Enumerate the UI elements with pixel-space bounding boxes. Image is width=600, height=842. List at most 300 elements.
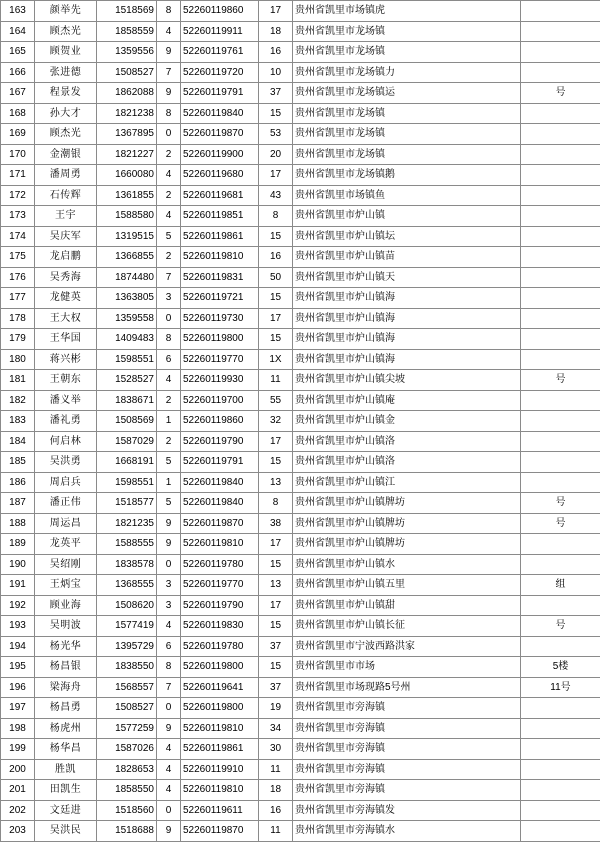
cell-number[interactable]: 1363805 xyxy=(97,288,157,309)
cell-address[interactable]: 贵州省凯里市场镇鱼 xyxy=(293,185,521,206)
table-row[interactable] xyxy=(1,390,600,411)
cell-seq[interactable]: 8 xyxy=(259,493,293,514)
table-row[interactable] xyxy=(1,1,600,22)
cell-number[interactable]: 1518688 xyxy=(97,821,157,842)
cell-seq[interactable]: 15 xyxy=(259,657,293,678)
cell-name[interactable]: 龙健英 xyxy=(35,288,97,309)
cell-seq[interactable]: 17 xyxy=(259,1,293,22)
cell-id-code[interactable]: 52260119861 xyxy=(181,226,259,247)
table-row[interactable] xyxy=(1,144,600,165)
cell-index[interactable]: 171 xyxy=(1,165,35,186)
cell-note[interactable] xyxy=(521,21,600,42)
cell-note[interactable] xyxy=(521,698,600,719)
cell-number[interactable]: 1838550 xyxy=(97,657,157,678)
cell-name[interactable]: 梁海舟 xyxy=(35,677,97,698)
cell-number[interactable]: 1862088 xyxy=(97,83,157,104)
cell-name[interactable]: 吴秀海 xyxy=(35,267,97,288)
table-row[interactable] xyxy=(1,185,600,206)
cell-quantity[interactable]: 0 xyxy=(157,698,181,719)
table-row[interactable] xyxy=(1,595,600,616)
cell-index[interactable]: 179 xyxy=(1,329,35,350)
cell-index[interactable]: 163 xyxy=(1,1,35,22)
cell-name[interactable]: 程景发 xyxy=(35,83,97,104)
cell-address[interactable]: 贵州省凯里市旁海镇 xyxy=(293,739,521,760)
cell-address[interactable]: 贵州省凯里市炉山镇五里 xyxy=(293,575,521,596)
cell-note[interactable] xyxy=(521,144,600,165)
cell-quantity[interactable]: 7 xyxy=(157,267,181,288)
cell-number[interactable]: 1858559 xyxy=(97,21,157,42)
cell-seq[interactable]: 1X xyxy=(259,349,293,370)
table-row[interactable] xyxy=(1,103,600,124)
cell-seq[interactable]: 37 xyxy=(259,677,293,698)
cell-note[interactable] xyxy=(521,718,600,739)
cell-address[interactable]: 贵州省凯里市龙场镇力 xyxy=(293,62,521,83)
cell-name[interactable]: 顾贺业 xyxy=(35,42,97,63)
cell-note[interactable]: 组 xyxy=(521,575,600,596)
cell-quantity[interactable]: 9 xyxy=(157,42,181,63)
table-row[interactable] xyxy=(1,800,600,821)
cell-id-code[interactable]: 52260119790 xyxy=(181,595,259,616)
table-row[interactable] xyxy=(1,288,600,309)
cell-note[interactable] xyxy=(521,267,600,288)
cell-note[interactable]: 号 xyxy=(521,370,600,391)
cell-address[interactable]: 贵州省凯里市旁海镇 xyxy=(293,698,521,719)
cell-quantity[interactable]: 5 xyxy=(157,226,181,247)
cell-id-code[interactable]: 52260119870 xyxy=(181,513,259,534)
cell-number[interactable]: 1366855 xyxy=(97,247,157,268)
cell-seq[interactable]: 15 xyxy=(259,329,293,350)
cell-note[interactable] xyxy=(521,247,600,268)
cell-id-code[interactable]: 52260119930 xyxy=(181,370,259,391)
cell-seq[interactable]: 18 xyxy=(259,780,293,801)
cell-number[interactable]: 1821235 xyxy=(97,513,157,534)
cell-number[interactable]: 1821238 xyxy=(97,103,157,124)
cell-seq[interactable]: 17 xyxy=(259,595,293,616)
cell-note[interactable]: 号 xyxy=(521,83,600,104)
cell-name[interactable]: 王大权 xyxy=(35,308,97,329)
cell-address[interactable]: 贵州省凯里市场现路5号州 xyxy=(293,677,521,698)
cell-note[interactable] xyxy=(521,308,600,329)
cell-seq[interactable]: 19 xyxy=(259,698,293,719)
cell-name[interactable]: 顾杰光 xyxy=(35,21,97,42)
cell-seq[interactable]: 37 xyxy=(259,83,293,104)
cell-index[interactable]: 190 xyxy=(1,554,35,575)
cell-number[interactable]: 1838671 xyxy=(97,390,157,411)
cell-address[interactable]: 贵州省凯里市炉山镇海 xyxy=(293,329,521,350)
cell-address[interactable]: 贵州省凯里市炉山镇庵 xyxy=(293,390,521,411)
cell-name[interactable]: 张进德 xyxy=(35,62,97,83)
cell-quantity[interactable]: 2 xyxy=(157,431,181,452)
cell-quantity[interactable]: 0 xyxy=(157,124,181,145)
table-row[interactable] xyxy=(1,411,600,432)
cell-address[interactable]: 贵州省凯里市炉山镇海 xyxy=(293,288,521,309)
cell-seq[interactable]: 16 xyxy=(259,42,293,63)
cell-number[interactable]: 1528527 xyxy=(97,370,157,391)
cell-index[interactable]: 200 xyxy=(1,759,35,780)
cell-index[interactable]: 178 xyxy=(1,308,35,329)
cell-index[interactable]: 166 xyxy=(1,62,35,83)
cell-id-code[interactable]: 52260119721 xyxy=(181,288,259,309)
cell-index[interactable]: 164 xyxy=(1,21,35,42)
cell-quantity[interactable]: 9 xyxy=(157,821,181,842)
cell-index[interactable]: 176 xyxy=(1,267,35,288)
cell-name[interactable]: 周运昌 xyxy=(35,513,97,534)
cell-seq[interactable]: 15 xyxy=(259,616,293,637)
cell-number[interactable]: 1518569 xyxy=(97,1,157,22)
cell-quantity[interactable]: 0 xyxy=(157,308,181,329)
cell-id-code[interactable]: 52260119831 xyxy=(181,267,259,288)
cell-name[interactable]: 潘正伟 xyxy=(35,493,97,514)
table-row[interactable] xyxy=(1,657,600,678)
cell-index[interactable]: 203 xyxy=(1,821,35,842)
cell-quantity[interactable]: 4 xyxy=(157,165,181,186)
cell-seq[interactable]: 55 xyxy=(259,390,293,411)
cell-address[interactable]: 贵州省凯里市炉山镇海 xyxy=(293,349,521,370)
cell-address[interactable]: 贵州省凯里市炉山镇苗 xyxy=(293,247,521,268)
cell-id-code[interactable]: 52260119720 xyxy=(181,62,259,83)
cell-quantity[interactable]: 9 xyxy=(157,718,181,739)
cell-id-code[interactable]: 52260119910 xyxy=(181,759,259,780)
cell-id-code[interactable]: 52260119860 xyxy=(181,411,259,432)
cell-quantity[interactable]: 4 xyxy=(157,206,181,227)
cell-id-code[interactable]: 52260119780 xyxy=(181,554,259,575)
cell-number[interactable]: 1598551 xyxy=(97,472,157,493)
cell-address[interactable]: 贵州省凯里市炉山镇牌坊 xyxy=(293,493,521,514)
cell-quantity[interactable]: 8 xyxy=(157,1,181,22)
cell-address[interactable]: 贵州省凯里市龙场镇 xyxy=(293,124,521,145)
cell-note[interactable] xyxy=(521,185,600,206)
cell-index[interactable]: 172 xyxy=(1,185,35,206)
table-row[interactable] xyxy=(1,267,600,288)
cell-id-code[interactable]: 52260119800 xyxy=(181,329,259,350)
cell-note[interactable] xyxy=(521,431,600,452)
table-row[interactable] xyxy=(1,21,600,42)
cell-id-code[interactable]: 52260119791 xyxy=(181,452,259,473)
cell-number[interactable]: 1874480 xyxy=(97,267,157,288)
cell-index[interactable]: 182 xyxy=(1,390,35,411)
cell-number[interactable]: 1518577 xyxy=(97,493,157,514)
cell-index[interactable]: 193 xyxy=(1,616,35,637)
cell-seq[interactable]: 32 xyxy=(259,411,293,432)
cell-name[interactable]: 胜凯 xyxy=(35,759,97,780)
cell-index[interactable]: 175 xyxy=(1,247,35,268)
cell-quantity[interactable]: 7 xyxy=(157,677,181,698)
table-row[interactable] xyxy=(1,636,600,657)
cell-seq[interactable]: 15 xyxy=(259,103,293,124)
cell-quantity[interactable]: 2 xyxy=(157,247,181,268)
cell-note[interactable] xyxy=(521,534,600,555)
cell-quantity[interactable]: 8 xyxy=(157,657,181,678)
cell-note[interactable] xyxy=(521,595,600,616)
cell-quantity[interactable]: 6 xyxy=(157,349,181,370)
cell-seq[interactable]: 15 xyxy=(259,288,293,309)
cell-seq[interactable]: 20 xyxy=(259,144,293,165)
cell-seq[interactable]: 38 xyxy=(259,513,293,534)
cell-index[interactable]: 199 xyxy=(1,739,35,760)
cell-quantity[interactable]: 3 xyxy=(157,595,181,616)
table-row[interactable] xyxy=(1,759,600,780)
cell-quantity[interactable]: 3 xyxy=(157,575,181,596)
cell-id-code[interactable]: 52260119810 xyxy=(181,718,259,739)
cell-address[interactable]: 贵州省凯里市炉山镇牌坊 xyxy=(293,513,521,534)
cell-name[interactable]: 杨昌勇 xyxy=(35,698,97,719)
cell-quantity[interactable]: 4 xyxy=(157,739,181,760)
cell-index[interactable]: 192 xyxy=(1,595,35,616)
cell-quantity[interactable]: 2 xyxy=(157,185,181,206)
cell-seq[interactable]: 17 xyxy=(259,308,293,329)
cell-address[interactable]: 贵州省凯里市炉山镇甜 xyxy=(293,595,521,616)
cell-seq[interactable]: 11 xyxy=(259,821,293,842)
cell-id-code[interactable]: 52260119870 xyxy=(181,821,259,842)
cell-seq[interactable]: 43 xyxy=(259,185,293,206)
cell-number[interactable]: 1368555 xyxy=(97,575,157,596)
cell-note[interactable] xyxy=(521,288,600,309)
table-row[interactable] xyxy=(1,616,600,637)
cell-index[interactable]: 177 xyxy=(1,288,35,309)
cell-number[interactable]: 1588555 xyxy=(97,534,157,555)
cell-address[interactable]: 贵州省凯里市宁波西路洪家 xyxy=(293,636,521,657)
cell-number[interactable]: 1587029 xyxy=(97,431,157,452)
cell-quantity[interactable]: 2 xyxy=(157,390,181,411)
cell-number[interactable]: 1508620 xyxy=(97,595,157,616)
cell-id-code[interactable]: 52260119770 xyxy=(181,349,259,370)
cell-note[interactable] xyxy=(521,206,600,227)
cell-name[interactable]: 杨虎州 xyxy=(35,718,97,739)
table-row[interactable] xyxy=(1,780,600,801)
cell-note[interactable] xyxy=(521,636,600,657)
cell-number[interactable]: 1518560 xyxy=(97,800,157,821)
cell-quantity[interactable]: 4 xyxy=(157,370,181,391)
cell-number[interactable]: 1319515 xyxy=(97,226,157,247)
cell-index[interactable]: 195 xyxy=(1,657,35,678)
cell-number[interactable]: 1577259 xyxy=(97,718,157,739)
cell-seq[interactable]: 11 xyxy=(259,759,293,780)
cell-note[interactable]: 号 xyxy=(521,493,600,514)
cell-number[interactable]: 1367895 xyxy=(97,124,157,145)
cell-name[interactable]: 龙启鹏 xyxy=(35,247,97,268)
table-row[interactable] xyxy=(1,206,600,227)
cell-number[interactable]: 1359558 xyxy=(97,308,157,329)
cell-note[interactable] xyxy=(521,349,600,370)
cell-address[interactable]: 贵州省凯里市炉山镇洛 xyxy=(293,452,521,473)
cell-id-code[interactable]: 52260119791 xyxy=(181,83,259,104)
cell-quantity[interactable]: 2 xyxy=(157,144,181,165)
cell-index[interactable]: 197 xyxy=(1,698,35,719)
cell-note[interactable] xyxy=(521,739,600,760)
cell-index[interactable]: 167 xyxy=(1,83,35,104)
cell-id-code[interactable]: 52260119860 xyxy=(181,1,259,22)
table-row[interactable] xyxy=(1,247,600,268)
cell-note[interactable] xyxy=(521,124,600,145)
cell-name[interactable]: 蒋兴彬 xyxy=(35,349,97,370)
cell-id-code[interactable]: 52260119851 xyxy=(181,206,259,227)
cell-note[interactable] xyxy=(521,821,600,842)
cell-id-code[interactable]: 52260119680 xyxy=(181,165,259,186)
cell-index[interactable]: 196 xyxy=(1,677,35,698)
cell-id-code[interactable]: 52260119761 xyxy=(181,42,259,63)
cell-id-code[interactable]: 52260119870 xyxy=(181,124,259,145)
cell-quantity[interactable]: 3 xyxy=(157,288,181,309)
cell-seq[interactable]: 17 xyxy=(259,165,293,186)
cell-note[interactable] xyxy=(521,226,600,247)
cell-index[interactable]: 186 xyxy=(1,472,35,493)
table-row[interactable] xyxy=(1,83,600,104)
table-row[interactable] xyxy=(1,165,600,186)
cell-name[interactable]: 吴绍刚 xyxy=(35,554,97,575)
cell-id-code[interactable]: 52260119810 xyxy=(181,534,259,555)
cell-id-code[interactable]: 52260119900 xyxy=(181,144,259,165)
table-row[interactable] xyxy=(1,677,600,698)
cell-seq[interactable]: 50 xyxy=(259,267,293,288)
table-row[interactable] xyxy=(1,370,600,391)
cell-quantity[interactable]: 4 xyxy=(157,616,181,637)
cell-name[interactable]: 文廷进 xyxy=(35,800,97,821)
cell-number[interactable]: 1577419 xyxy=(97,616,157,637)
cell-address[interactable]: 贵州省凯里市炉山镇金 xyxy=(293,411,521,432)
cell-address[interactable]: 贵州省凯里市旁海镇 xyxy=(293,780,521,801)
cell-address[interactable]: 贵州省凯里市龙场镇 xyxy=(293,144,521,165)
cell-id-code[interactable]: 52260119810 xyxy=(181,247,259,268)
table-row[interactable] xyxy=(1,124,600,145)
cell-note[interactable] xyxy=(521,165,600,186)
cell-number[interactable]: 1838578 xyxy=(97,554,157,575)
cell-address[interactable]: 贵州省凯里市炉山镇水 xyxy=(293,554,521,575)
cell-address[interactable]: 贵州省凯里市龙场镇 xyxy=(293,103,521,124)
cell-quantity[interactable]: 9 xyxy=(157,513,181,534)
table-row[interactable] xyxy=(1,739,600,760)
cell-name[interactable]: 杨昌银 xyxy=(35,657,97,678)
cell-address[interactable]: 贵州省凯里市炉山镇江 xyxy=(293,472,521,493)
cell-index[interactable]: 187 xyxy=(1,493,35,514)
cell-name[interactable]: 周启兵 xyxy=(35,472,97,493)
cell-note[interactable]: 5楼 xyxy=(521,657,600,678)
cell-name[interactable]: 潘周勇 xyxy=(35,165,97,186)
cell-id-code[interactable]: 52260119840 xyxy=(181,472,259,493)
cell-name[interactable]: 顾杰光 xyxy=(35,124,97,145)
cell-seq[interactable]: 17 xyxy=(259,431,293,452)
cell-index[interactable]: 180 xyxy=(1,349,35,370)
cell-id-code[interactable]: 52260119800 xyxy=(181,657,259,678)
cell-note[interactable] xyxy=(521,800,600,821)
cell-seq[interactable]: 53 xyxy=(259,124,293,145)
cell-number[interactable]: 1828653 xyxy=(97,759,157,780)
cell-quantity[interactable]: 4 xyxy=(157,759,181,780)
cell-note[interactable]: 号 xyxy=(521,616,600,637)
cell-note[interactable] xyxy=(521,390,600,411)
cell-index[interactable]: 184 xyxy=(1,431,35,452)
cell-note[interactable]: 号 xyxy=(521,513,600,534)
cell-address[interactable]: 贵州省凯里市旁海镇 xyxy=(293,759,521,780)
cell-id-code[interactable]: 52260119730 xyxy=(181,308,259,329)
cell-id-code[interactable]: 52260119911 xyxy=(181,21,259,42)
cell-seq[interactable]: 13 xyxy=(259,472,293,493)
cell-address[interactable]: 贵州省凯里市龙场镇运 xyxy=(293,83,521,104)
cell-quantity[interactable]: 7 xyxy=(157,62,181,83)
cell-name[interactable]: 吴洪民 xyxy=(35,821,97,842)
cell-address[interactable]: 贵州省凯里市炉山镇洛 xyxy=(293,431,521,452)
cell-index[interactable]: 188 xyxy=(1,513,35,534)
cell-seq[interactable]: 15 xyxy=(259,226,293,247)
cell-number[interactable]: 1668191 xyxy=(97,452,157,473)
cell-number[interactable]: 1409483 xyxy=(97,329,157,350)
cell-quantity[interactable]: 1 xyxy=(157,411,181,432)
cell-index[interactable]: 165 xyxy=(1,42,35,63)
cell-id-code[interactable]: 52260119861 xyxy=(181,739,259,760)
cell-name[interactable]: 何启林 xyxy=(35,431,97,452)
cell-quantity[interactable]: 9 xyxy=(157,534,181,555)
cell-quantity[interactable]: 8 xyxy=(157,329,181,350)
cell-quantity[interactable]: 4 xyxy=(157,21,181,42)
cell-name[interactable]: 金潮银 xyxy=(35,144,97,165)
cell-name[interactable]: 吴明波 xyxy=(35,616,97,637)
cell-name[interactable]: 杨光华 xyxy=(35,636,97,657)
cell-seq[interactable]: 10 xyxy=(259,62,293,83)
cell-seq[interactable]: 17 xyxy=(259,534,293,555)
cell-index[interactable]: 169 xyxy=(1,124,35,145)
cell-index[interactable]: 201 xyxy=(1,780,35,801)
cell-address[interactable]: 贵州省凯里市场镇虎 xyxy=(293,1,521,22)
cell-id-code[interactable]: 52260119840 xyxy=(181,103,259,124)
table-row[interactable] xyxy=(1,308,600,329)
cell-seq[interactable]: 16 xyxy=(259,800,293,821)
cell-address[interactable]: 贵州省凯里市炉山镇 xyxy=(293,206,521,227)
table-row[interactable] xyxy=(1,62,600,83)
cell-number[interactable]: 1508527 xyxy=(97,698,157,719)
cell-name[interactable]: 王炳宝 xyxy=(35,575,97,596)
table-row[interactable] xyxy=(1,42,600,63)
table-row[interactable] xyxy=(1,821,600,842)
cell-address[interactable]: 贵州省凯里市炉山镇天 xyxy=(293,267,521,288)
cell-name[interactable]: 龙英平 xyxy=(35,534,97,555)
table-row[interactable] xyxy=(1,226,600,247)
cell-index[interactable]: 183 xyxy=(1,411,35,432)
table-row[interactable] xyxy=(1,329,600,350)
cell-id-code[interactable]: 52260119681 xyxy=(181,185,259,206)
cell-number[interactable]: 1508569 xyxy=(97,411,157,432)
table-row[interactable] xyxy=(1,575,600,596)
cell-id-code[interactable]: 52260119780 xyxy=(181,636,259,657)
table-row[interactable] xyxy=(1,472,600,493)
cell-note[interactable] xyxy=(521,1,600,22)
cell-address[interactable]: 贵州省凯里市炉山镇长征 xyxy=(293,616,521,637)
cell-index[interactable]: 189 xyxy=(1,534,35,555)
cell-address[interactable]: 贵州省凯里市旁海镇发 xyxy=(293,800,521,821)
cell-address[interactable]: 贵州省凯里市炉山镇尖坡 xyxy=(293,370,521,391)
cell-address[interactable]: 贵州省凯里市旁海镇 xyxy=(293,718,521,739)
cell-number[interactable]: 1587026 xyxy=(97,739,157,760)
cell-seq[interactable]: 16 xyxy=(259,247,293,268)
cell-id-code[interactable]: 52260119611 xyxy=(181,800,259,821)
cell-index[interactable]: 191 xyxy=(1,575,35,596)
cell-note[interactable] xyxy=(521,42,600,63)
cell-address[interactable]: 贵州省凯里市龙场镇鹅 xyxy=(293,165,521,186)
cell-seq[interactable]: 18 xyxy=(259,21,293,42)
cell-address[interactable]: 贵州省凯里市龙场镇 xyxy=(293,21,521,42)
cell-number[interactable]: 1821227 xyxy=(97,144,157,165)
cell-seq[interactable]: 37 xyxy=(259,636,293,657)
cell-index[interactable]: 174 xyxy=(1,226,35,247)
cell-index[interactable]: 181 xyxy=(1,370,35,391)
cell-seq[interactable]: 11 xyxy=(259,370,293,391)
cell-seq[interactable]: 34 xyxy=(259,718,293,739)
cell-name[interactable]: 潘义举 xyxy=(35,390,97,411)
cell-quantity[interactable]: 5 xyxy=(157,452,181,473)
cell-seq[interactable]: 15 xyxy=(259,554,293,575)
cell-name[interactable]: 吴洪勇 xyxy=(35,452,97,473)
cell-note[interactable]: 11号 xyxy=(521,677,600,698)
cell-number[interactable]: 1508527 xyxy=(97,62,157,83)
cell-number[interactable]: 1858550 xyxy=(97,780,157,801)
